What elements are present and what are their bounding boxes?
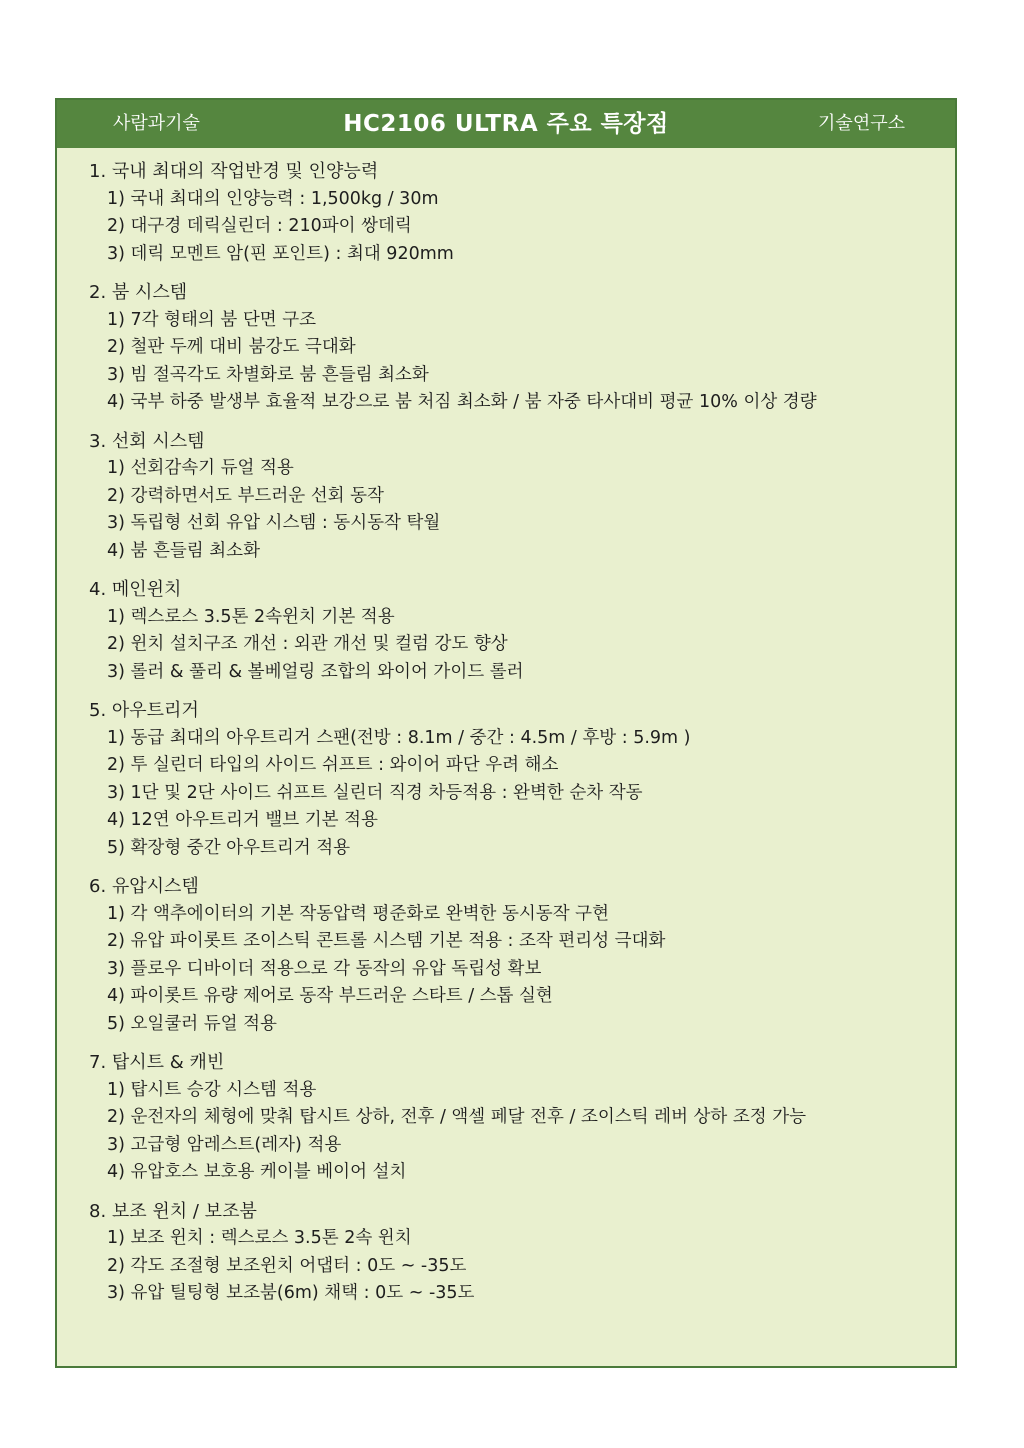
section-title: 7. 탑시트 & 캐빈 [89, 1052, 225, 1073]
feature-item: 2) 철판 두께 대비 붐강도 극대화 [107, 337, 356, 357]
feature-section [89, 428, 955, 566]
section-title: 2. 붐 시스템 [89, 282, 188, 303]
feature-item: 5) 오일쿨러 듀얼 적용 [107, 1013, 277, 1034]
feature-list [57, 148, 955, 1308]
feature-item: 2) 각도 조절형 보조윈치 어댑터 : 0도 ~ -35도 [107, 1255, 467, 1276]
feature-item: 1) 7각 형태의 붐 단면 구조 [107, 309, 317, 330]
feature-item: 1) 탑시트 승강 시스템 적용 [107, 1079, 317, 1100]
feature-item: 2) 투 실린더 타입의 사이드 쉬프트 : 와이어 파단 우려 해소 [107, 755, 559, 775]
feature-section [89, 697, 955, 862]
feature-section [89, 158, 955, 268]
feature-section [89, 873, 955, 1038]
section-title: 5. 아우트리거 [89, 700, 199, 721]
feature-item: 3) 데릭 모멘트 암(핀 포인트) : 최대 920mm [107, 243, 454, 264]
feature-item: 2) 강력하면서도 부드러운 선회 동작 [107, 485, 384, 506]
feature-item: 3) 플로우 디바이더 적용으로 각 동작의 유압 독립성 확보 [107, 958, 542, 979]
feature-section [89, 1198, 955, 1308]
section-title: 6. 유압시스템 [89, 876, 199, 897]
feature-item: 3) 유압 틸팅형 보조붐(6m) 채택 : 0도 ~ -35도 [107, 1283, 475, 1303]
feature-item: 4) 파이롯트 유량 제어로 동작 부드러운 스타트 / 스톱 실현 [107, 986, 553, 1006]
feature-item: 2) 운전자의 체형에 맞춰 탑시트 상하, 전후 / 액셀 페달 전후 / 조이스틱 레버 상하 조정 가능 [107, 1107, 807, 1127]
feature-item: 1) 선회감속기 듀얼 적용 [107, 458, 294, 478]
feature-item: 4) 12연 아우트리거 밸브 기본 적용 [107, 810, 378, 830]
section-title: 4. 메인윈치 [89, 579, 182, 600]
feature-item: 3) 고급형 암레스트(레자) 적용 [107, 1134, 342, 1155]
feature-item: 4) 국부 하중 발생부 효율적 보강으로 붐 처짐 최소화 / 붐 자중 타사대비 평균 10% 이상 경량 [107, 392, 817, 412]
feature-item: 1) 보조 윈치 : 렉스로스 3.5톤 2속 윈치 [107, 1228, 412, 1248]
company-name: 사람과기술 [113, 113, 200, 134]
feature-item: 3) 1단 및 2단 사이드 쉬프트 실린더 직경 차등적용 : 완벽한 순차 작동 [107, 782, 643, 803]
department-name: 기술연구소 [818, 113, 905, 134]
feature-item: 2) 대구경 데릭실린더 : 210파이 쌍데릭 [107, 216, 412, 236]
feature-item: 1) 동급 최대의 아우트리거 스팬(전방 : 8.1m / 중간 : 4.5m / 후방 : 5.9m ) [107, 727, 691, 748]
feature-section [89, 279, 955, 417]
feature-item: 1) 각 액추에이터의 기본 작동압력 평준화로 완벽한 동시동작 구현 [107, 903, 609, 924]
feature-item: 2) 유압 파이롯트 조이스틱 콘트롤 시스템 기본 적용 : 조작 편리성 극대화 [107, 931, 666, 951]
feature-item: 3) 빔 절곡각도 차별화로 붐 흔들림 최소화 [107, 364, 429, 385]
feature-item: 4) 유압호스 보호용 케이블 베이어 설치 [107, 1162, 407, 1182]
feature-item: 3) 독립형 선회 유압 시스템 : 동시동작 탁월 [107, 513, 441, 533]
feature-item: 5) 확장형 중간 아우트리거 적용 [107, 837, 351, 858]
header-bar [57, 100, 955, 148]
section-title: 3. 선회 시스템 [89, 430, 205, 452]
feature-item: 3) 롤러 & 풀리 & 볼베얼링 조합의 와이어 가이드 롤러 [107, 661, 524, 682]
section-title: 8. 보조 윈치 / 보조붐 [89, 1200, 257, 1222]
feature-section [89, 576, 955, 686]
feature-item: 1) 국내 최대의 인양능력 : 1,500kg / 30m [107, 188, 439, 209]
feature-item: 2) 윈치 설치구조 개선 : 외관 개선 및 컬럼 강도 향상 [107, 634, 508, 654]
feature-item: 4) 붐 흔들림 최소화 [107, 540, 260, 561]
feature-item: 1) 렉스로스 3.5톤 2속윈치 기본 적용 [107, 606, 395, 627]
spec-sheet [55, 98, 957, 1368]
feature-section [89, 1049, 955, 1187]
section-title: 1. 국내 최대의 작업반경 및 인양능력 [89, 161, 379, 182]
document-title: HC2106 ULTRA 주요 특장점 [343, 111, 669, 137]
